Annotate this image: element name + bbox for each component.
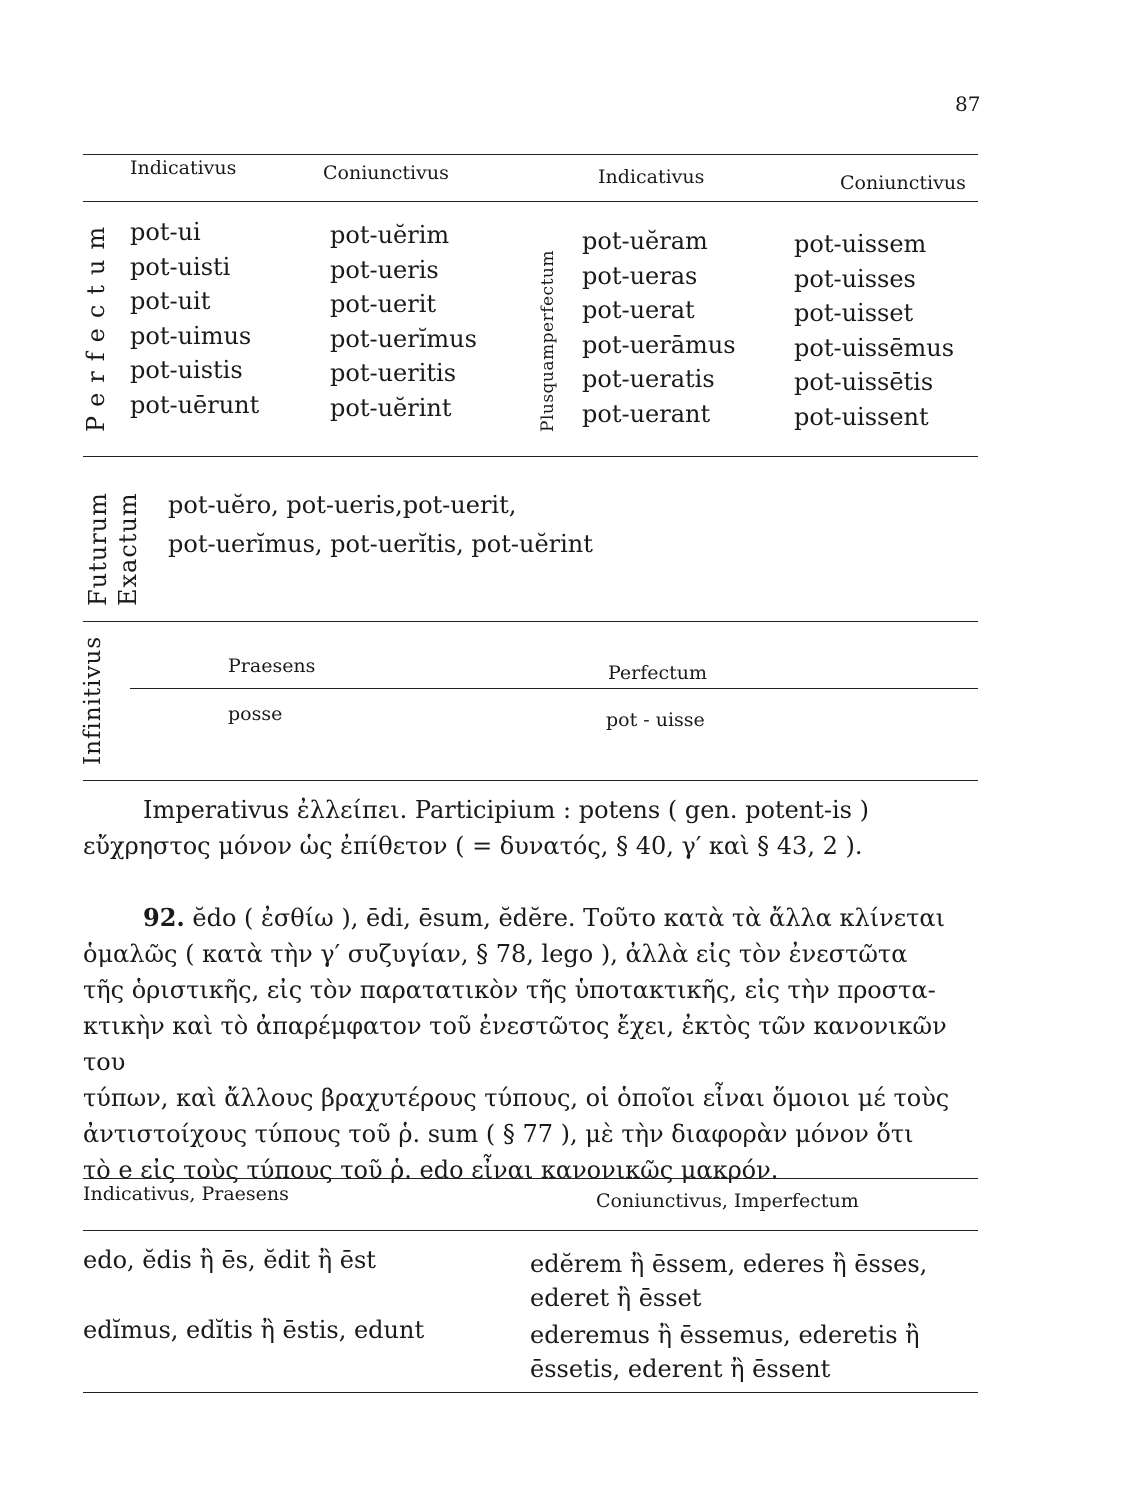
perf-con-2: pot-ueris: [330, 255, 439, 284]
infinitivus-praesens-value: posse: [228, 703, 283, 725]
futurum-exactum-line-2: pot-uerĭmus, pot-uerĭtis, pot-uĕrint: [168, 530, 593, 558]
table-top-rule: [83, 154, 978, 155]
imperativus-line-1: Imperativus ἐλλείπει. Participium : potens ( gen. potent-is ): [143, 796, 869, 824]
section-92-paragraph: [83, 900, 978, 1188]
perf-ind-6: pot-uērunt: [130, 390, 260, 419]
plusq-ind-6: pot-uerant: [582, 399, 711, 428]
header-coniunctivus-right: Coniunctivus: [840, 172, 966, 194]
futurum-exactum-line-1: pot-uĕro, pot-ueris,pot-uerit,: [168, 491, 517, 519]
perfectum-coniunctivus: [330, 218, 477, 425]
perfectum-indicativus: [130, 215, 259, 422]
edo-row-1-right-a: edĕrem ἢ ēssem, ederes ἢ ēsses,: [530, 1250, 928, 1278]
plusq-ind-2: pot-ueras: [582, 261, 698, 290]
plusquamperfectum-indicativus: [582, 224, 736, 431]
plusq-ind-5: pot-ueratis: [582, 365, 715, 393]
infinitivus-header-rule: [130, 688, 978, 689]
infinitivus-perfectum-header: Perfectum: [608, 662, 708, 684]
table-bottom-rule: [83, 780, 978, 781]
perf-con-4: pot-uerĭmus: [330, 324, 477, 353]
plusq-con-5: pot-uissētis: [794, 368, 934, 396]
edo-row-1-right-b: ederet ἢ ēsset: [530, 1284, 702, 1312]
perf-ind-4: pot-uimus: [130, 321, 252, 350]
section-number: 92.: [143, 903, 185, 932]
perf-con-6: pot-uĕrint: [330, 393, 452, 422]
perf-ind-3: pot-uit: [130, 287, 211, 315]
edo-row-2-right-b: ēssetis, ederent ἢ ēssent: [530, 1355, 831, 1383]
perf-ind-1: pot-ui: [130, 218, 201, 246]
futurum-label: Futurum: [84, 492, 112, 606]
perf-ind-5: pot-uistis: [130, 356, 243, 384]
page-number: 87: [955, 92, 981, 116]
imperativus-line-2: εὔχρηστος μόνον ὡς ἐπίθετον ( = δυνατός, § 40, γ′ καὶ § 43, 2 ).: [83, 832, 863, 860]
plusq-con-3: pot-uisset: [794, 299, 914, 327]
edo-header-right: Coniunctivus, Imperfectum: [596, 1190, 859, 1212]
plusq-ind-1: pot-uĕram: [582, 227, 708, 255]
plusq-con-6: pot-uissent: [794, 402, 929, 431]
table-header-rule: [83, 201, 978, 202]
perfectum-label: Perfectum: [82, 216, 110, 432]
plusq-con-1: pot-uissem: [794, 230, 927, 258]
infinitivus-praesens-header: Praesens: [228, 655, 316, 677]
edo-header-left: Indicativus, Praesens: [83, 1183, 289, 1205]
participium-paragraph: [83, 828, 978, 864]
plusq-ind-4: pot-uerāmus: [582, 330, 736, 359]
edo-row-2-left: edĭmus, edĭtis ἢ ēstis, edunt: [83, 1316, 425, 1344]
plusquamperfectum-label: Plusquamperfectum: [538, 250, 558, 432]
section-92-line-6: ἀντιστοίχους τύπους τοῦ ῥ. sum ( § 77 ), μὲ τὴν διαφορὰν μόνον ὅτι: [83, 1120, 914, 1148]
plusq-ind-3: pot-uerat: [582, 296, 695, 324]
header-indicativus-left: Indicativus: [130, 157, 237, 179]
section-92-line-1: ĕdo ( ἐσθίω ), ēdi, ēsum, ĕdĕre. Τοῦτο κατὰ τὰ ἄλλα κλίνεται: [192, 904, 946, 932]
perf-con-1: pot-uĕrim: [330, 221, 450, 249]
infinitivus-label: Infinitivus: [80, 635, 106, 765]
header-indicativus-right: Indicativus: [598, 166, 705, 188]
perf-con-5: pot-ueritis: [330, 359, 457, 387]
section-92-line-3: τῆς ὁριστικῆς, εἰς τὸν παρατατικὸν τῆς ὑποτακτικῆς, εἰς τὴν προστα-: [83, 976, 936, 1004]
section-92-line-2: ὁμαλῶς ( κατὰ τὴν γ′ συζυγίαν, § 78, lego ), ἀλλὰ εἰς τὸν ἐνεστῶτα: [83, 940, 908, 968]
edo-row-1-left: edo, ĕdis ἢ ēs, ĕdit ἢ ēst: [83, 1246, 376, 1274]
section-92-line-5: τύπων, καὶ ἄλλους βραχυτέρους τύπους, οἱ ὁποῖοι εἶναι ὅμοιοι μέ τοὺς: [83, 1084, 950, 1112]
edo-table-header-rule: [83, 1230, 978, 1231]
edo-table-top-rule: [83, 1178, 978, 1179]
futurum-bottom-rule: [83, 621, 978, 622]
section-92-line-4: κτικὴν καὶ τὸ ἀπαρέμφατον τοῦ ἐνεστῶτος ἔχει, ἐκτὸς τῶν κανονικῶν του: [83, 1012, 947, 1076]
plusq-con-2: pot-uisses: [794, 264, 916, 293]
edo-row-2-right-a: ederemus ἢ ēssemus, ederetis ἢ: [530, 1321, 920, 1349]
header-coniunctivus-left: Coniunctivus: [323, 162, 449, 184]
infinitivus-perfectum-value: pot - uisse: [606, 709, 705, 731]
perf-con-3: pot-uerit: [330, 290, 437, 318]
exactum-label: Exactum: [114, 492, 142, 606]
imperativus-paragraph: [143, 792, 983, 828]
perfectum-bottom-rule: [83, 456, 978, 457]
plusquamperfectum-coniunctivus: [794, 227, 954, 434]
plusq-con-4: pot-uissēmus: [794, 333, 955, 362]
section-92-line-7: τὸ e εἰς τοὺς τύπους τοῦ ῥ. edo εἶναι κανονικῶς μακρόν.: [83, 1156, 779, 1184]
perf-ind-2: pot-uisti: [130, 252, 231, 281]
edo-table-bottom-rule: [83, 1392, 978, 1393]
